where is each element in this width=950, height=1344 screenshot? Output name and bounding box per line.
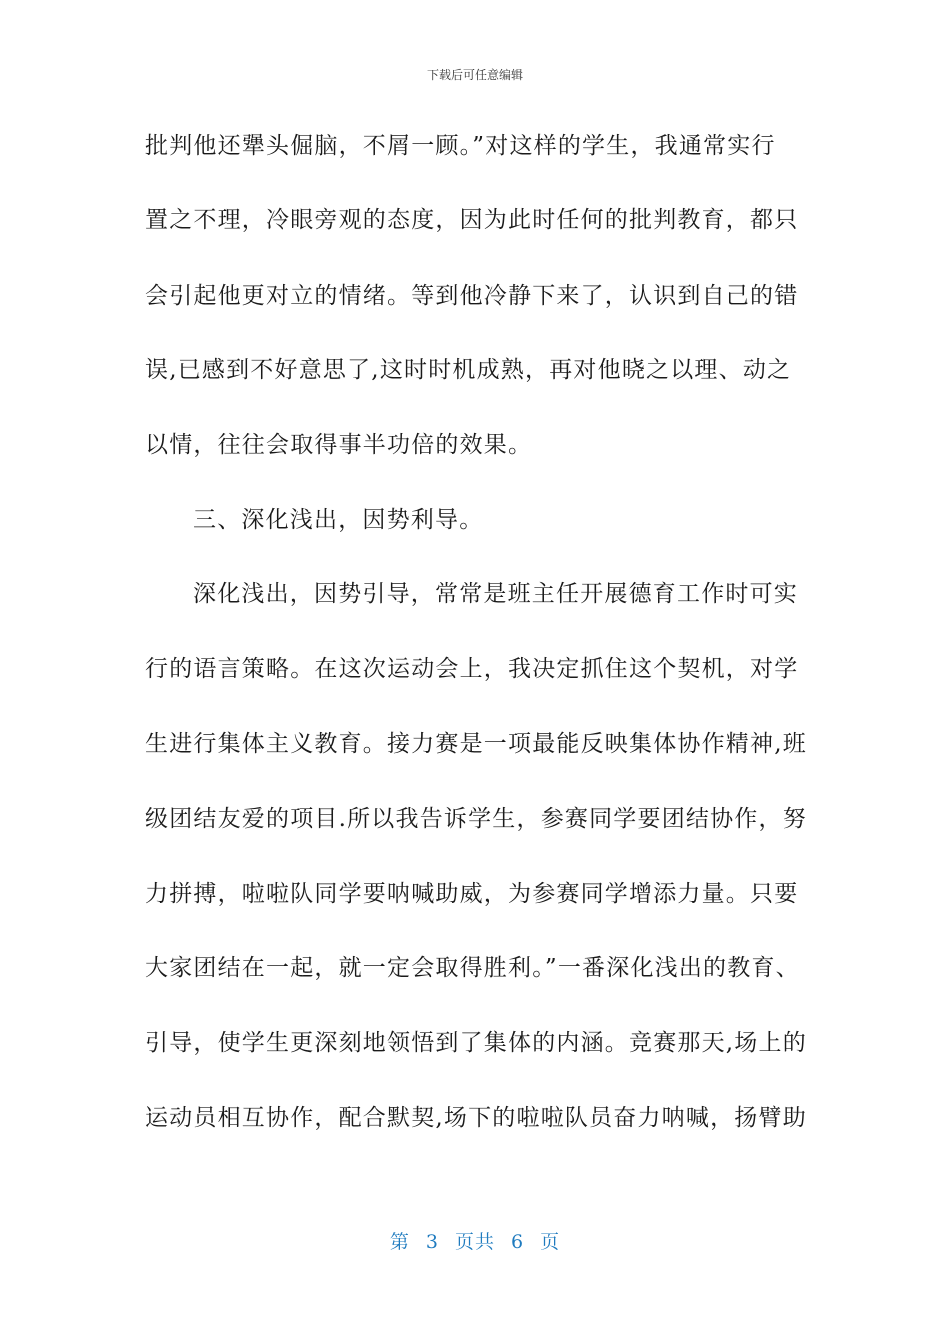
paragraph-line: 置之不理，冷眼旁观的态度，因为此时任何的批判教育，都只	[145, 207, 799, 233]
footer-prefix: 第	[389, 1231, 410, 1253]
footer-suffix: 页	[540, 1231, 561, 1253]
paragraph-line: 引导，使学生更深刻地领悟到了集体的内涵。竞赛那天,场上的	[145, 1030, 807, 1056]
page-footer	[0, 1227, 950, 1254]
paragraph-line: 力拼搏，啦啦队同学要呐喊助威，为参赛同学增添力量。只要	[145, 881, 799, 907]
page-total: 6	[511, 1231, 525, 1253]
paragraph-line: 批判他还犟头倔脑，不屑一顾。”对这样的学生，我通常实行	[145, 133, 776, 159]
footer-middle: 页共	[454, 1231, 495, 1253]
paragraph-line: 误,已感到不好意思了,这时时机成熟，再对他晓之以理、动之	[145, 357, 792, 383]
section-heading: 三、深化浅出，因势利导。	[193, 507, 484, 533]
paragraph-line: 以情，往往会取得事半功倍的效果。	[145, 432, 533, 458]
paragraph-line: 会引起他更对立的情绪。等到他冷静下来了，认识到自己的错	[145, 283, 799, 309]
paragraph-line: 运动员相互协作，配合默契,场下的啦啦队员奋力呐喊，扬臂助	[145, 1105, 807, 1131]
paragraph-line: 大家团结在一起，就一定会取得胜利。”一番深化浅出的教育、	[145, 955, 800, 981]
paragraph-line: 生进行集体主义教育。接力赛是一项最能反映集体协作精神,班	[145, 731, 807, 757]
header-note: 下载后可任意编辑	[426, 68, 523, 82]
paragraph-line: 深化浅出，因势引导，常常是班主任开展德育工作时可实	[193, 581, 798, 607]
page-number: 3	[425, 1231, 439, 1253]
paragraph-line: 行的语言策略。在这次运动会上，我决定抓住这个契机，对学	[145, 656, 799, 682]
paragraph-line: 级团结友爱的项目.所以我告诉学生，参赛同学要团结协作，努	[145, 806, 807, 832]
